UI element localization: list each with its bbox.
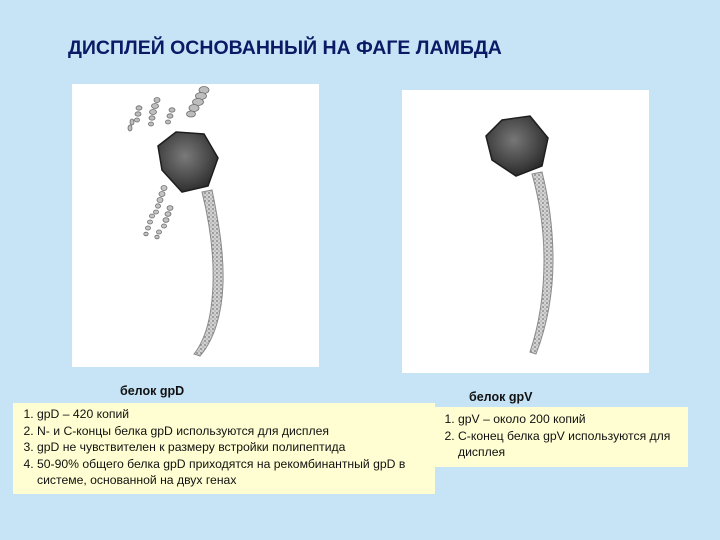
- phage-head: [158, 132, 218, 192]
- phage-tail: [194, 190, 223, 356]
- list-item-text: 4. 50-90% общего белка gpD приходятся на рекомбинантный gpD в системе, основанной на двух генах: [37, 456, 406, 487]
- phage-lambda-gpd-illustration: [72, 84, 319, 367]
- list-item: 3. gpD не чувствителен к размеру встройки полипептида: [37, 439, 429, 456]
- gpv-notes-list: [442, 411, 684, 461]
- gpv-notes-box: [434, 407, 688, 467]
- list-item: 2. N- и С-концы белка gpD используются для дисплея: [37, 423, 429, 440]
- phage-gpd-drawing: [72, 84, 319, 367]
- fused-protein-beads-lower: [144, 186, 173, 239]
- slide-title: ДИСПЛЕЙ ОСНОВАННЫЙ НА ФАГЕ ЛАМБДА: [68, 37, 502, 59]
- gpd-caption: белок gpD: [120, 384, 185, 398]
- phage-gpv-drawing: [402, 90, 649, 373]
- gpv-caption: белок gpV: [469, 390, 533, 404]
- list-item-text: 2. С-конец белка gpV используются для дисплея: [458, 428, 671, 459]
- phage-lambda-gpv-illustration: [402, 90, 649, 373]
- list-item: 1. gpV – около 200 копий: [458, 411, 684, 428]
- gpd-notes-box: [13, 403, 435, 494]
- list-item: 1. gpD – 420 копий: [37, 406, 429, 423]
- gpd-notes-list: [21, 406, 429, 489]
- phage-tail: [530, 172, 553, 354]
- fused-protein-beads-upper: [128, 87, 209, 132]
- list-item: [37, 456, 429, 489]
- phage-head: [486, 116, 548, 176]
- list-item: [458, 428, 684, 461]
